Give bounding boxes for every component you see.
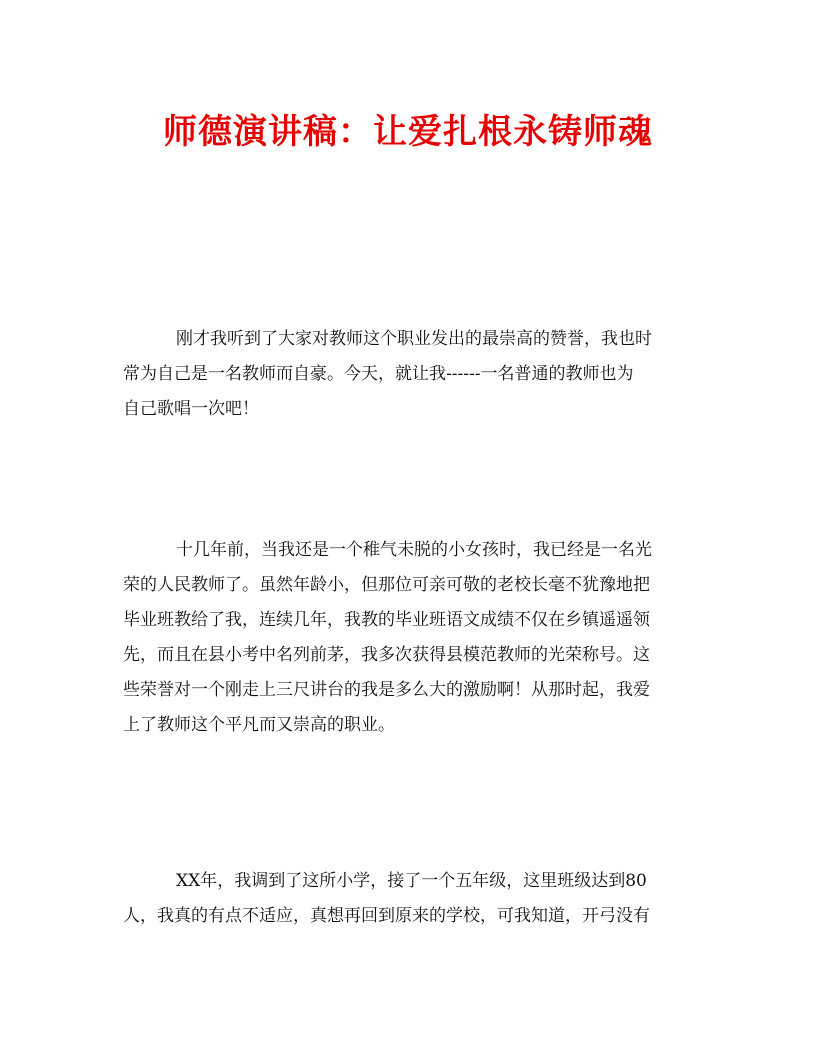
paragraph-line: 自己歌唱一次吧！ [123, 399, 259, 419]
paragraph-line: 毕业班教给了我，连续几年，我教的毕业班语文成绩不仅在乡镇遥遥领 [123, 610, 650, 630]
paragraph-line: 人，我真的有点不适应，真想再回到原来的学校，可我知道，开弓没有 [123, 906, 650, 926]
paragraph-1 [123, 322, 698, 427]
paragraph-3 [123, 864, 698, 934]
paragraph-2 [123, 533, 698, 743]
paragraph-line: 上了教师这个平凡而又崇高的职业。 [123, 715, 395, 735]
paragraph-line: 荣的人民教师了。虽然年龄小，但那位可亲可敬的老校长毫不犹豫地把 [123, 575, 650, 595]
paragraph-line: 些荣誉对一个刚走上三尺讲台的我是多么大的激励啊！从那时起，我爱 [123, 680, 650, 700]
document-title: 师德演讲稿：让爱扎根永铸师魂 [163, 112, 653, 152]
paragraph-line: 十几年前，当我还是一个稚气未脱的小女孩时，我已经是一名光 [176, 540, 652, 560]
paragraph-line: XX年，我调到了这所小学，接了一个五年级，这里班级达到80 [176, 871, 647, 891]
paragraph-line: 常为自己是一名教师而自豪。今天，就让我------一名普通的教师也为 [123, 364, 634, 384]
paragraph-line: 先，而且在县小考中名列前茅，我多次获得县模范教师的光荣称号。这 [123, 645, 650, 665]
paragraph-line: 刚才我听到了大家对教师这个职业发出的最崇高的赞誉，我也时 [176, 329, 652, 349]
